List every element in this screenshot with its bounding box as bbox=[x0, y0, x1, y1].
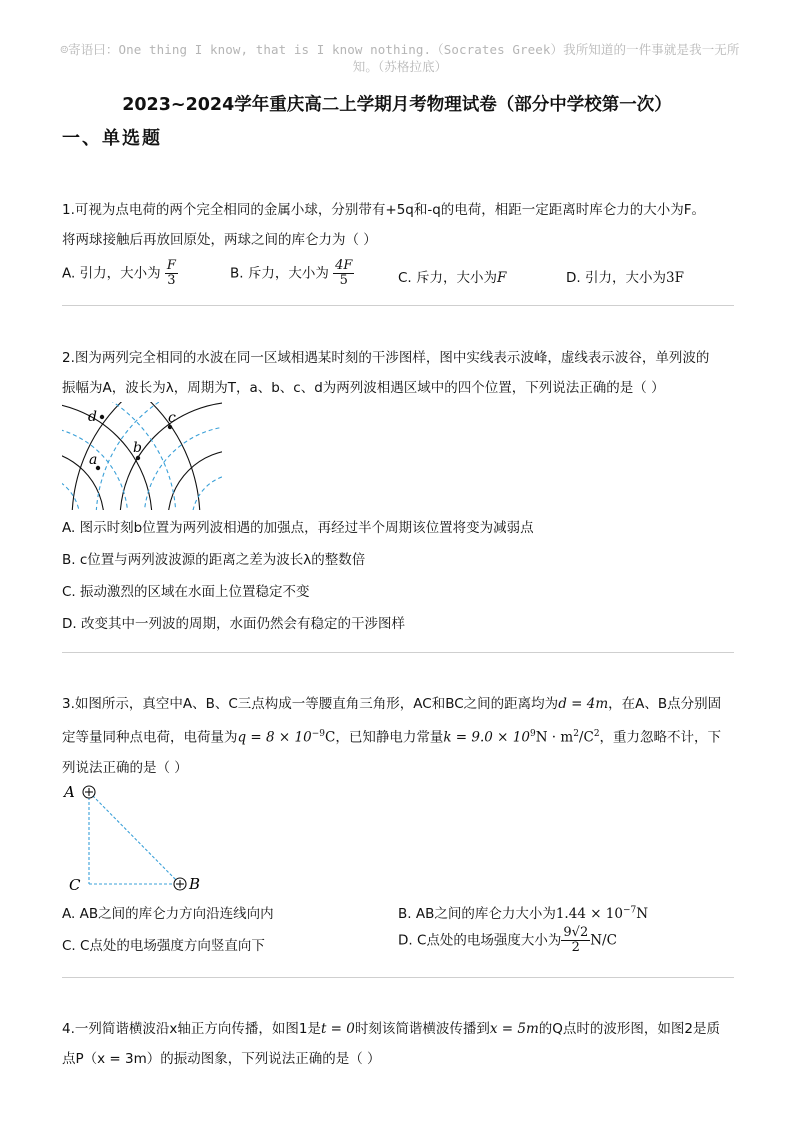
q3-distance-math: d = 4m bbox=[558, 696, 609, 712]
q3-k-unit-exp-1: 2 bbox=[573, 729, 579, 739]
question-4 bbox=[62, 1014, 738, 1074]
q3-line-1-text: 3.如图所示，真空中A、B、C三点构成一等腰直角三角形，AC和BC之间的距离均为 bbox=[62, 696, 559, 712]
q1-option-b-fraction bbox=[333, 259, 354, 288]
trough-arc bbox=[62, 402, 176, 510]
q2-line-2: 振幅为A，波长为λ，周期为T，a、b、c、d为两列波相遇区域中的四个位置，下列说法正确的是（ ） bbox=[62, 380, 665, 396]
side-ab bbox=[89, 792, 180, 884]
interference-figure bbox=[62, 402, 222, 510]
vertex-c-label: C bbox=[69, 876, 81, 894]
q3-k-math: k = 9.0 × 10 bbox=[443, 729, 530, 746]
q3-line-2-mid: ，已知静电力常量 bbox=[335, 729, 444, 746]
q1-option-a-fraction bbox=[165, 259, 178, 288]
q4-line-2: 点P（x = 3m）的振动图象，下列说法正确的是（ ） bbox=[62, 1051, 381, 1067]
q3-charge-math: q = 8 × 10 bbox=[237, 729, 312, 746]
q3-option-b-math: 1.44 × 10 bbox=[555, 906, 623, 922]
q1-option-c-value: F bbox=[497, 270, 507, 286]
q1-option-d-label: D. 引力，大小为 bbox=[566, 270, 666, 286]
q1-a-denominator: 3 bbox=[167, 273, 176, 288]
q3-charge-unit: C bbox=[324, 729, 336, 746]
trough-arc bbox=[192, 474, 222, 510]
q1-line-1: 1.可视为点电荷的两个完全相同的金属小球，分别带有+5q和-q的电荷，相距一定距离时库仑力的大小为F。 bbox=[62, 202, 706, 218]
wave-crest-lines bbox=[62, 402, 222, 510]
q4-position-math: x = 5m bbox=[489, 1021, 539, 1037]
vertex-b-label: B bbox=[189, 875, 201, 893]
q3-option-d-text: D. C点处的电场强度大小为 bbox=[398, 932, 562, 949]
q4-line-1 bbox=[62, 1014, 738, 1044]
point-a-label: a bbox=[89, 452, 98, 468]
charge-b-icon bbox=[174, 878, 186, 890]
separator bbox=[62, 305, 734, 306]
q2-option-a[interactable]: A. 图示时刻b位置为两列波相遇的加强点，再经过半个周期该位置将变为减弱点 bbox=[62, 520, 534, 536]
q1-option-b[interactable] bbox=[230, 259, 354, 288]
charge-a-icon bbox=[83, 786, 95, 798]
q1-option-c[interactable] bbox=[398, 266, 506, 286]
section-heading: 一、单选题 bbox=[62, 128, 162, 149]
motto-line-2: 知。（苏格拉底） bbox=[352, 59, 448, 74]
trough-arc bbox=[96, 402, 222, 510]
q3-option-b[interactable] bbox=[398, 902, 648, 922]
q3-d-numerator: 9√2 bbox=[563, 925, 589, 940]
triangle-figure bbox=[62, 780, 212, 896]
vertex-a-label: A bbox=[64, 783, 75, 801]
q3-option-b-exponent: −7 bbox=[622, 905, 637, 916]
motto-line-1: ☺寄语曰：One thing I know, that is I know nothing.（Socrates Greek）我所知道的一件事就是我一无所 bbox=[60, 42, 740, 57]
q2-option-b[interactable]: B. c位置与两列波波源的距离之差为波长λ的整数倍 bbox=[62, 552, 366, 568]
separator bbox=[62, 652, 734, 653]
q1-line-2: 将两球接触后再放回原处，两球之间的库仑力为（ ） bbox=[62, 232, 377, 248]
q3-option-d[interactable] bbox=[398, 926, 617, 955]
q3-charge-exponent: −9 bbox=[311, 729, 325, 739]
point-d-dot bbox=[100, 415, 104, 419]
point-c-label: c bbox=[168, 410, 176, 426]
q4-line-1-text: 4.一列简谐横波沿x轴正方向传播，如图1是 bbox=[62, 1021, 321, 1037]
q1-option-a[interactable] bbox=[62, 259, 178, 288]
q1-option-c-label: C. 斥力，大小为 bbox=[398, 270, 498, 286]
question-3 bbox=[62, 689, 738, 783]
q2-line-1: 2.图为两列完全相同的水波在同一区域相遇某时刻的干涉图样，图中实线表示波峰，虚线表示波谷，单列波的 bbox=[62, 350, 710, 366]
question-1 bbox=[62, 195, 738, 255]
q4-time-math: t = 0 bbox=[320, 1021, 355, 1037]
question-2 bbox=[62, 343, 738, 403]
q3-k-unit-2: /C bbox=[578, 729, 594, 746]
q3-line-2 bbox=[62, 719, 738, 753]
point-d-label: d bbox=[88, 409, 97, 425]
q1-b-denominator: 5 bbox=[339, 273, 348, 288]
trough-arc bbox=[144, 426, 222, 510]
q1-b-numerator: 4F bbox=[335, 258, 353, 273]
q1-option-d[interactable] bbox=[566, 266, 684, 286]
q3-d-denominator: 2 bbox=[571, 940, 580, 955]
q3-option-b-unit: N bbox=[636, 906, 649, 922]
page-title: 2023~2024学年重庆高二上学期月考物理试卷（部分中学校第一次） bbox=[122, 95, 672, 115]
q3-k-unit-1: N · m bbox=[535, 729, 574, 746]
q3-k-unit-exp-2: 2 bbox=[593, 729, 600, 739]
q3-option-a[interactable]: A. AB之间的库仑力方向沿连线向内 bbox=[62, 906, 274, 922]
q3-option-c[interactable]: C. C点处的电场强度方向竖直向下 bbox=[62, 938, 265, 954]
q3-option-d-unit: N/C bbox=[590, 932, 617, 949]
q3-line-1 bbox=[62, 689, 738, 719]
motto bbox=[50, 41, 750, 75]
q2-option-d[interactable]: D. 改变其中一列波的周期，水面仍然会有稳定的干涉图样 bbox=[62, 616, 405, 632]
q3-option-b-text: B. AB之间的库仑力大小为 bbox=[398, 906, 556, 922]
q2-option-c[interactable]: C. 振动激烈的区域在水面上位置稳定不变 bbox=[62, 584, 310, 600]
q3-option-d-fraction bbox=[561, 926, 590, 955]
q3-k-exponent: 9 bbox=[529, 729, 536, 739]
point-b-dot bbox=[136, 456, 140, 460]
q4-line-1-tail: 的Q点时的波形图，如图2是质 bbox=[538, 1021, 721, 1037]
separator bbox=[62, 977, 734, 978]
q3-line-1-tail: ，在A、B点分别固 bbox=[608, 696, 722, 712]
q3-line-3: 列说法正确的是（ ） bbox=[62, 759, 188, 776]
q1-option-b-label: B. 斥力，大小为 bbox=[230, 265, 329, 282]
q3-line-2-tail: ，重力忽略不计，下 bbox=[599, 729, 722, 746]
q1-option-a-label: A. 引力，大小为 bbox=[62, 265, 161, 282]
q1-option-d-value: 3F bbox=[665, 270, 684, 286]
q1-a-numerator: F bbox=[166, 258, 176, 273]
q4-line-1-mid: 时刻该简谐横波传播到 bbox=[354, 1021, 490, 1037]
trough-arc bbox=[62, 426, 128, 510]
q3-line-2-text: 定等量同种点电荷，电荷量为 bbox=[62, 729, 238, 746]
point-b-label: b bbox=[133, 440, 142, 456]
